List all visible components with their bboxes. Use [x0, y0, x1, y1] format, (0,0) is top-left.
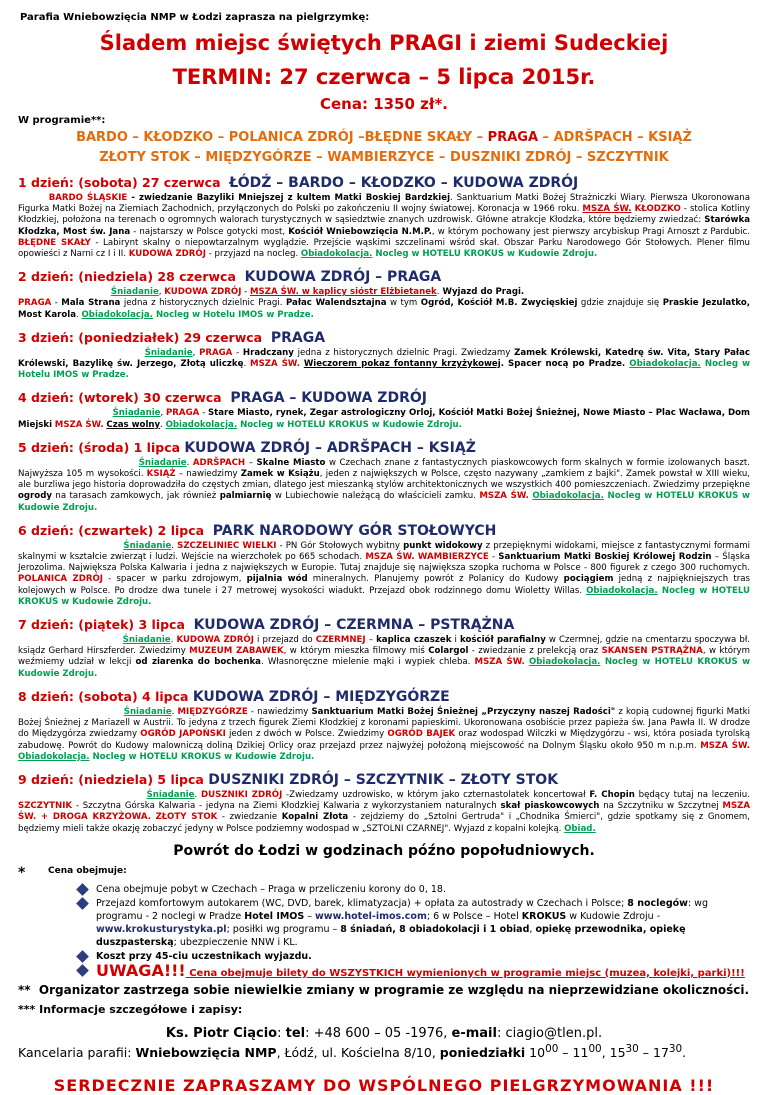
t: - przyjazd na nocleg. — [205, 249, 301, 260]
t: jeden z dwóch w Polsce. Zwiedzimy — [225, 729, 388, 740]
t: Kopalni Złota — [281, 812, 349, 823]
t: Nocleg w HOTELU KROKUS w Kudowie Zdroju. — [18, 585, 750, 607]
day-date: 5 dzień: (środa) 1 lipca — [18, 439, 181, 455]
t: ; ubezpieczenie NNW i KL. — [173, 936, 298, 948]
t: 8 śniadań, 8 obiadokolacji i 1 obiad — [340, 923, 530, 935]
t: - nawiedzimy — [247, 706, 312, 717]
day-heading — [18, 269, 750, 285]
t: Sanktuarium Matki Bożej Śnieżnej „Przyczyny naszej Radości" — [311, 706, 616, 717]
intro-text: Parafia Wniebowzięcia NMP w Łodzi zaprasza na pielgrzymkę: — [20, 12, 370, 23]
t: palmiarnię — [219, 491, 272, 502]
day-date: 2 dzień: (niedziela) 28 czerwca — [18, 269, 236, 285]
day-places: PARK NARODOWY GÓR STOŁOWYCH — [212, 522, 497, 539]
t: jedna z historycznych dzielnic Pragi. — [120, 298, 286, 309]
t: Śniadanie — [146, 789, 195, 800]
t: - najstarszy w Polsce gotycki most, — [130, 226, 289, 237]
t: na Szczytniku w Szczytnej — [599, 801, 723, 812]
t: Hradczany — [242, 347, 294, 358]
t: opiekę przewodnika, opiekę duszpasterską — [96, 923, 686, 948]
t: z kopią cudownej figurki Matki Bożej Śnieżnej z Mariazell w Austrii. To jedyna z trzech figurek Ziemi Kłodzkiej z koronami papieskimi. Ukoronowana osobiście przez papieża św. Jana Pawła II. W drodze do Międzygórza zwiedzamy — [18, 706, 751, 740]
t: MSZA ŚW. — [18, 801, 751, 823]
date-title: TERMIN: 27 czerwca – 5 lipca 2015r. — [172, 65, 596, 89]
list-item — [78, 960, 750, 980]
t: – — [365, 635, 377, 646]
day-heading — [18, 175, 750, 191]
day-heading — [18, 689, 750, 705]
t: WAMBIERZYCE — [417, 552, 489, 563]
t: Śniadanie — [110, 287, 159, 298]
t: oraz wodospad Wilczki w Międzygórzu - wsi, która posiada tyrolską zabudowę. Powrót do Kudowy malowniczą doliną Dzikiej Orlicy oraz przejazd przez najwyżej położoną miejscowość na Dolnym Śląsku około 950 m n.p.m. — [18, 729, 750, 751]
contact-line: Ks. Piotr Ciącio: tel: +48 600 – 05 -1976, e-mail: ciagio@tlen.pl. — [165, 1025, 603, 1041]
t: PRAGA — [166, 408, 200, 419]
day-places: KUDOWA ZDRÓJ – MIĘDZYGÓRZE — [192, 688, 450, 705]
farewell: SERDECZNIE ZAPRASZAMY DO WSPÓLNEGO PIELGRZYMOWANIA !!! — [53, 1075, 715, 1095]
t: Obiadokolacja. — [532, 491, 604, 502]
day-description: Śniadanie, KUDOWA ZDRÓJ - MSZA ŚW. w kaplicy sióstr Elżbietanek. Wyjazd do Pragi. PRAGA - Mala Strana jedna z historycznych dzielnic Pragi. Pałac Walendsztajna w tym Ogród, Kościół M.B. Zwycięskiej gdzie znajduje się Praskie Jezulatko, Most Karola. Obiadokolacja. Nocleg w Hotelu IMOS w Pradze. — [18, 287, 750, 320]
t: SKANSEN PSTRĄŻNA — [601, 646, 703, 657]
t: - zejdziemy do „Sztolni Gertruda" i „Chodnika Śmierci", gdzie spotkamy się z Gnomem, będziemy mieli także okazję zobaczyć jedyny w Polsce podziemny wodospad w „SZTOLNI CZARNEJ". Wyjazd z kopalni kolejką. — [18, 812, 750, 834]
t: CZERMNEJ — [315, 635, 366, 646]
t: Śniadanie — [112, 408, 161, 419]
t: , — [529, 923, 536, 935]
list-item — [78, 897, 750, 949]
phone: : +48 600 – 05 -1976, — [305, 1025, 452, 1041]
t: 10 — [525, 1044, 546, 1060]
t: MIĘDZYGÓRZE — [177, 706, 248, 717]
t: 8 noclegów — [627, 897, 688, 909]
t: Wyjazd do Pragi. — [439, 287, 525, 298]
t: Wieczorem pokaz fontanny krzyżykowej — [303, 359, 501, 370]
t: BŁĘDNE SKAŁY — [18, 237, 91, 248]
day-1 — [18, 175, 750, 260]
t: - Labirynt skalny o niepowtarzalnym wyglądzie. Przejście wąskimi szczelinami wśród skał. Obszar Parku Narodowego Gór Stołowych. Plener filmu opowieści z Narni cz I i II. — [18, 237, 750, 260]
day-3 — [18, 330, 750, 382]
t: Starówka Kłodzka, Most św. Jana — [18, 215, 750, 237]
route-praga: PRAGA — [487, 130, 539, 145]
day-description: Śniadanie, PRAGA - Stare Miasto, rynek, Zegar astrologiczny Orloj, Kościół Matki Bożej Śnieżnej, Nowe Miasto – Plac Wacława, Dom Miejski MSZA ŚW. Czas wolny. Obiadokolacja. Nocleg w HOTELU KROKUS w Kudowie Zdroju. — [18, 408, 750, 430]
route-line-2: ZŁOTY STOK – MIĘDZYGÓRZE – WAMBIERZYCE – DUSZNIKI ZDRÓJ – SZCZYTNIK — [99, 150, 669, 165]
t: Wniebowzięcia NMP — [135, 1044, 277, 1060]
t: OGRÓD BAJEK — [387, 729, 456, 740]
t: – — [245, 457, 257, 468]
day-places: KUDOWA ZDRÓJ – CZERMNA – PSTRĄŻNA — [193, 617, 515, 634]
t: skał piaskowcowych — [500, 801, 600, 812]
day-description: Śniadanie, PRAGA - Hradczany jedna z historycznych dzielnic Pragi. Zwiedzamy Zamek Królewski, Katedrę św. Vita, Stary Pałac Królewski, Bazylikę św. Jerzego, Złotą uliczkę. MSZA ŚW. Wieczorem pokaz fontanny krzyżykowej. Spacer nocą po Pradze. Obiadokolacja. Nocleg w Hotelu IMOS w Pradze. — [18, 347, 751, 381]
t: . — [682, 1044, 687, 1060]
t: – nawiedzimy — [175, 469, 241, 480]
t: - zwiedzanie — [217, 812, 282, 823]
t: Nocleg w HOTELU KROKUS w Kudowie Zdroju. — [237, 419, 462, 430]
t: MSZA ŚW. — [474, 657, 525, 668]
t: . Własnoręczne mielenie mąki i wypiek chleba. — [260, 657, 475, 668]
t: - spacer w parku zdrojowym, — [102, 574, 247, 585]
double-asterisk: ** — [18, 982, 31, 997]
t: MSZA ŚW. — [582, 204, 632, 215]
t: w tym — [386, 298, 421, 309]
t: Colargol — [428, 646, 469, 657]
list-item: Koszt przy 45-ciu uczestnikach wyjazdu. — [78, 950, 750, 963]
route-line-1 — [18, 129, 750, 146]
organizer-note — [18, 983, 750, 997]
t: poniedziałki — [439, 1044, 526, 1060]
warning-note: Cena obejmuje bilety do WSZYSTKICH wymienionych w programie miejsc (muzea, kolejki, parki)!!! — [185, 967, 745, 979]
t: MUZEUM ZABAWEK — [189, 646, 284, 657]
asterisk: * — [18, 864, 26, 881]
t: . Spacer nocą po Pradze. — [500, 359, 630, 370]
day-places: KUDOWA ZDRÓJ – ADRŠPACH – KSIĄŻ — [184, 439, 476, 456]
t: DUSZNIKI ZDRÓJ — [200, 789, 283, 800]
day-description: Śniadanie. KUDOWA ZDRÓJ i przejazd do CZERMNEJ – kaplica czaszek i kościół parafialny w Czermnej, gdzie na cmentarzu spoczywa bł. ksiądz Gerhard Hirszferder. Zwiedzimy MUZEUM ZABAWEK, w którym mieszka filmowy miś Colargol - zwiedzanie z prelekcją oraz SKANSEN PSTRĄŻNA, w którym weźmiemy udział w lekcji od ziarenka do bochenka. Własnoręczne mielenie mąki i wypiek chleba. MSZA ŚW. Obiadokolacja. Nocleg w HOTELU KROKUS w Kudowie Zdroju. — [18, 635, 751, 679]
t: - Szczytna Górska Kalwaria - jedyna na Ziemi Kłodzkiej Kalwaria z wykorzystaniem naturalnych — [72, 801, 501, 812]
day-date: 6 dzień: (czwartek) 2 lipca — [18, 522, 205, 538]
t: w Lubiechowie należącą do właścicieli zamku. — [271, 491, 480, 502]
t: Obiadokolacja. — [586, 585, 658, 596]
t: ; posiłki wg programu – — [226, 923, 341, 935]
t: e-mail — [451, 1025, 497, 1041]
t: Obiadokolacja. — [300, 249, 373, 260]
t: Obiadokolacja. — [528, 657, 601, 668]
t: F. Chopin — [589, 789, 635, 800]
t: Stare Miasto, rynek, Zegar astrologiczny Orloj, Kościół Matki Bożej Śnieżnej, Nowe Miasto – Plac Wacława, Dom Miejski — [18, 408, 750, 430]
t: Śniadanie — [123, 540, 172, 551]
t: Praskie Jezulatko, Most Karola — [18, 298, 750, 320]
t: z przepięknymi widokami, miejsce z fantastycznymi formami skalnymi w kształcie zwierząt i ludzi. Wejście na wierzchołek po 665 schodach. — [18, 540, 751, 563]
t: ZŁOTY STOK — [155, 812, 218, 823]
t: – — [304, 910, 316, 922]
t: Ogród, Kościół M.B. Zwycięskiej — [420, 298, 578, 309]
t: - zwiedzanie z prelekcją oraz — [468, 646, 602, 657]
t: Obiadokolacja. — [18, 751, 90, 762]
day-date: 1 dzień: (sobota) 27 czerwca — [18, 175, 221, 190]
t: punkt widokowy — [403, 540, 483, 551]
t: Pałac Walendsztajna — [285, 298, 387, 309]
t: KUDOWA ZDRÓJ — [164, 287, 242, 298]
t: jedna z historycznych dzielnic Pragi. Zwiedzamy — [293, 347, 515, 358]
price: Cena: 1350 zł*. — [319, 95, 448, 113]
t: KŁODZKO — [634, 204, 681, 215]
t: Czas wolny — [106, 419, 161, 430]
t: Śniadanie — [123, 706, 172, 717]
t: , w którym pochowany jest pierwszy arcybiskup Pragi Arnoszt z Pardubic. — [431, 226, 750, 237]
warning-label: UWAGA!!! — [96, 960, 186, 980]
day-5 — [18, 440, 750, 514]
t: , Łódź, ul. Kościelna 8/10, — [276, 1044, 440, 1060]
t: Przejazd komfortowym autokarem (WC, DVD, barek, klimatyzacja) + opłata za autostrady w Czechach i Polsce; — [96, 897, 628, 909]
t: pijalnia wód — [246, 574, 308, 585]
t: Organizator zastrzega sobie niewielkie zmiany w programie ze względu na nieprzewidziane okoliczności. — [38, 982, 750, 997]
t: : wg programu - 2 noclegi w Pradze — [96, 897, 708, 922]
t: ; 6 w Polsce – Hotel — [426, 910, 522, 922]
t: gdzie znajduje się — [577, 298, 663, 309]
t: Obiadokolacja. — [81, 309, 153, 320]
t: w Kudowie Zdroju - — [566, 910, 661, 922]
t: ADRŠPACH — [192, 457, 246, 468]
t: + DROGA KRZYŻOWA. — [40, 812, 151, 823]
main-title: Śladem miejsc świętych PRAGI i ziemi Sudeckiej — [99, 31, 669, 55]
t: Mala Strana — [61, 298, 121, 309]
office-line — [18, 1043, 750, 1060]
t: PRAGA — [199, 347, 233, 358]
t: jedną z najpiękniejszych tras kolejowych w Polsce. Po drodze dwa tunele i 27 metrowej wysokości wiadukt. Przejazd obok rodzinnego domu Wioletty Willas. — [18, 574, 751, 596]
t: Zamek Królewski, Katedrę św. Vita, Stary Pałac Królewski, Bazylikę św. Jerzego, Złotą uliczkę — [18, 347, 751, 370]
t: będący tutaj na leczeniu. — [634, 789, 750, 800]
t: od ziarenka do bochenka — [135, 657, 261, 668]
cost-list — [78, 883, 750, 980]
t: kościół parafialny — [460, 635, 546, 646]
t: w Czechach znane z fantastycznych piaskowcowych form skalnych w formie izolowanych baszt. Najwyższa 105 m wysokości. — [18, 457, 750, 480]
t: Nocleg w HOTELU KROKUS w Kudowie Zdroju. — [372, 249, 598, 260]
t: Informacje szczegółowe i zapisy: — [39, 1002, 243, 1016]
day-heading — [18, 772, 750, 788]
t: BARDO ŚLĄSKIE — [48, 193, 128, 203]
t: Nocleg w Hotelu IMOS w Pradze. — [153, 309, 314, 320]
t: OGRÓD JAPOŃSKI — [140, 729, 226, 740]
t: , w którym weźmiemy udział w lekcji — [18, 646, 750, 668]
hotel-imos-link[interactable]: www.hotel-imos.com — [315, 910, 427, 922]
day-description: Śniadanie. ADRŠPACH – Skalne Miasto w Czechach znane z fantastycznych piaskowcowych form skalnych w formie izolowanych baszt. Najwyższa 105 m wysokości. KSIĄŻ – nawiedzimy Zamek w Książu, jeden z największych w Polsce, często nazywany „zamkiem z bajki". Zamek powstał w XIII wieku, ale burzliwa jego historia doprowadziła do częstych zmian, dlatego jest mieszanką stylów architektonicznych we wszystkich 400 pomieszczeniach. Zwiedzimy przepiękne ogrody na tarasach zamkowych, jak również palmiarnię w Lubiechowie należącą do właścicieli zamku. MSZA ŚW. Obiadokolacja. Nocleg w HOTELU KROKUS w Kudowie Zdroju. — [18, 457, 750, 513]
t: 30 — [668, 1042, 683, 1055]
t: Hotel IMOS — [244, 910, 305, 922]
page — [18, 0, 750, 1095]
t: Nocleg w HOTELU KROKUS w Kudowie Zdroju. — [18, 491, 750, 513]
t: Obiadokolacja. — [165, 419, 238, 430]
t: w Czermnej, gdzie na cmentarzu spoczywa bł. ksiądz Gerhard Hirszferder. Zwiedzimy — [18, 635, 751, 657]
route-part: BARDO – KŁODZKO – POLANICA ZDRÓJ –BŁĘDNE SKAŁY – — [76, 130, 488, 145]
t: MSZA ŚW. — [365, 552, 415, 563]
t: MSZA ŚW. w kaplicy sióstr Elżbietanek — [250, 287, 437, 298]
day-places: KUDOWA ZDRÓJ – PRAGA — [244, 269, 442, 286]
t: - — [488, 552, 499, 563]
t: KUDOWA ZDRÓJ — [176, 635, 254, 646]
t: MSZA ŚW. — [479, 491, 529, 502]
t: Nocleg w Hotelu IMOS w Pradze. — [18, 359, 751, 381]
t: Śniadanie — [122, 635, 171, 646]
day-2 — [18, 269, 750, 321]
day-description — [18, 193, 750, 260]
program-label: W programie**: — [18, 115, 106, 126]
day-description: Śniadanie. SZCZELINIEC WIELKI - PN Gór Stołowych wybitny punkt widokowy z przepięknymi widokami, miejsce z fantastycznymi formami skalnymi w kształcie zwierząt i ludzi. Wejście na wierzchołek po 665 schodach. MSZA ŚW. WAMBIERZYCE - Sanktuarium Matki Boskiej Królowej Rodzin – Śląska Jerozolima. Największa Polska Kalwaria i jedna z największych w Europie. Tutaj znajduje się największa szopka ruchoma w Polsce - 800 figurek z czego 300 ruchomych. POLANICA ZDRÓJ - spacer w parku zdrojowym, pijalnia wód mineralnych. Planujemy powrót z Polanicy do Kudowy pociągiem jedną z najpiękniejszych tras kolejowych w Polsce. Po drodze dwa tunele i 27 metrowej wysokości wiadukt. Przejazd obok rodzinnego domu Wioletty Willas. Obiadokolacja. Nocleg w HOTELU KROKUS w Kudowie Zdroju. — [18, 540, 751, 607]
info-label — [18, 1003, 750, 1016]
day-places: ŁÓDŹ – BARDO – KŁODZKO – KUDOWA ZDRÓJ — [229, 175, 579, 191]
t: – 17 — [638, 1044, 669, 1060]
day-date: 4 dzień: (wtorek) 30 czerwca — [18, 390, 222, 406]
day-description: Śniadanie. DUSZNIKI ZDRÓJ -Zwiedzamy uzdrowisko, w którym jako czternastolatek koncertował F. Chopin będący tutaj na leczeniu. SZCZYTNIK - Szczytna Górska Kalwaria - jedyna na Ziemi Kłodzkiej Kalwaria z wykorzystaniem naturalnych skał piaskowcowych na Szczytniku w Szczytnej MSZA ŚW. + DROGA KRZYŻOWA. ZŁOTY STOK - zwiedzanie Kopalni Złota - zejdziemy do „Sztolni Gertruda" i „Chodnika Śmierci", gdzie spotkamy się z Gnomem, będziemy mieli także okazję zobaczyć jedyny w Polsce podziemny wodospad w „SZTOLNI CZARNEJ". Wyjazd z kopalni kolejką. Obiad. — [18, 789, 751, 834]
t: Skalne Miasto — [256, 457, 326, 468]
t: - — [51, 298, 62, 309]
day-heading — [18, 617, 750, 633]
day-date: 8 dzień: (sobota) 4 lipca — [18, 688, 189, 704]
t: 30 — [625, 1042, 639, 1055]
t: Nocleg w HOTELU KROKUS w Kudowie Zdroju. — [18, 657, 751, 679]
t: - PN Gór Stołowych wybitny — [276, 540, 404, 551]
day-6 — [18, 523, 750, 608]
t: - stolica Kotliny Kłodzkiej, położona na terenach o ogromnych walorach turystycznych w sąsiedztwie znanych uzdrowisk. Główne atrakcje Kłodzka, które będziemy zwiedzać: — [18, 204, 751, 226]
t: Obiadokolacja. — [629, 359, 701, 370]
day-places: DUSZNIKI ZDRÓJ – SZCZYTNIK – ZŁOTY STOK — [208, 771, 559, 788]
t: mineralnych. Planujemy powrót z Polanicy do Kudowy — [307, 574, 564, 585]
day-date: 7 dzień: (piątek) 3 lipca — [18, 617, 185, 633]
t: Śniadanie — [138, 457, 187, 468]
t: , jeden z największych w Polsce, często nazywany „zamkiem z bajki". Zamek powstał w XIII wieku, ale burzliwa jego historia doprowadziła do częstych zmian, dlatego jest mieszanką stylów architektonicznych we wszystkich 400 pomieszczeniach. Zwiedzimy przepiękne — [18, 469, 750, 491]
t: POLANICA ZDRÓJ — [18, 574, 103, 585]
t: Sanktuarium Matki Boskiej Królowej Rodzin — [498, 552, 712, 563]
day-heading — [18, 440, 750, 456]
route-part: – ADRŠPACH – KSIĄŻ — [538, 130, 692, 145]
day-places: PRAGA — [270, 329, 326, 346]
t: KUDOWA ZDRÓJ — [128, 249, 206, 260]
t: PRAGA — [18, 298, 52, 309]
t: – 11 — [558, 1044, 589, 1060]
t: MSZA ŚW. — [250, 359, 300, 370]
day-heading — [18, 330, 750, 346]
t: MSZA ŚW. — [700, 740, 750, 751]
t: KSIĄŻ — [146, 469, 176, 480]
day-heading — [18, 390, 750, 406]
t: , w którym mieszka filmowy miś — [283, 646, 429, 657]
t: i — [451, 635, 460, 646]
t: SZCZELINIEC WIELKI — [177, 540, 277, 551]
t: i przejazd do — [253, 635, 316, 646]
t: . Sanktuarium Matki Bożej Strażniczki Wiary. Pierwsza Ukoronowana Figurka Matki Bożej na Ziemiach Zachodnich, przyłączonych do Polski po zakończeniu II wojny światowej. Koronacja w 1966 roku. — [18, 193, 751, 215]
t: – Śląska Jerozolima. Największa Polska Kalwaria i jedna z największych w Europie. Tutaj znajduje się największa szopka ruchoma w Polsce - 800 figurek z czego 300 ruchomych. — [18, 552, 750, 574]
krokus-link[interactable]: www.krokusturystyka.pl — [96, 923, 227, 935]
t: 00 — [588, 1042, 602, 1055]
day-9 — [18, 772, 750, 835]
day-description: Śniadanie. MIĘDZYGÓRZE - nawiedzimy Sanktuarium Matki Bożej Śnieżnej „Przyczyny naszej Radości" z kopią cudownej figurki Matki Bożej Śnieżnej z Mariazell w Austrii. To jedyna z trzech figurek Ziemi Kłodzkiej z koronami papieskimi. Ukoronowana osobiście przez papieża św. Jana Pawła II. W drodze do Międzygórza zwiedzamy OGRÓD JAPOŃSKI jeden z dwóch w Polsce. Zwiedzimy OGRÓD BAJEK oraz wodospad Wilczki w Międzygórzu - wsi, która posiada tyrolską zabudowę. Powrót do Kudowy malowniczą doliną Dzikiej Orlicy oraz przejazd przez najwyżej położoną miejscowość na Dolnym Śląsku około 950 m n.p.m. MSZA ŚW. Obiadokolacja. Nocleg w HOTELU KROKUS w Kudowie Zdroju. — [18, 706, 751, 762]
t: KROKUS — [521, 910, 567, 922]
t: , 15 — [601, 1044, 626, 1060]
day-date: 3 dzień: (poniedziałek) 29 czerwca — [18, 329, 263, 345]
t: Kancelaria parafii: — [18, 1044, 136, 1060]
list-item: Cena obejmuje pobyt w Czechach – Praga w przeliczeniu korony do 0, 18. — [78, 883, 750, 896]
t: SZCZYTNIK — [18, 801, 73, 812]
triple-asterisk: *** — [18, 1002, 36, 1016]
email[interactable]: : ciagio@tlen.pl. — [496, 1025, 603, 1041]
cost-label: Cena obejmuje: — [48, 865, 127, 876]
t: Obiad. — [564, 823, 596, 834]
day-heading — [18, 523, 750, 539]
day-4 — [18, 390, 750, 430]
day-date: 9 dzień: (niedziela) 5 lipca — [18, 771, 204, 787]
t: ogrody — [18, 491, 52, 502]
day-places: PRAGA – KUDOWA ZDRÓJ — [230, 390, 427, 407]
t: na tarasach zamkowych, jak również — [51, 491, 220, 502]
t: pociągiem — [563, 574, 614, 585]
t: - zwiedzanie Bazyliki Mniejszej z kultem Matki Boskiej Bardzkiej — [127, 193, 451, 203]
day-8 — [18, 689, 750, 763]
t: -Zwiedzamy uzdrowisko, w którym jako czternastolatek koncertował — [282, 789, 590, 800]
t: Nocleg w HOTELU KROKUS w Kudowie Zdroju. — [89, 751, 315, 762]
t: MSZA ŚW. — [54, 419, 104, 430]
day-7 — [18, 617, 750, 680]
return-info: Powrót do Łodzi w godzinach późno popołudniowych. — [173, 842, 595, 859]
t: tel — [285, 1025, 306, 1041]
t: Zamek w Książu — [240, 469, 320, 480]
t: kaplica czaszek — [376, 635, 452, 646]
cost-section — [18, 865, 750, 980]
contact-name: Ks. Piotr Ciącio — [165, 1025, 278, 1041]
t: 00 — [545, 1042, 559, 1055]
t: Kościół Wniebowzięcia N.M.P. — [288, 226, 432, 237]
t: Śniadanie — [144, 347, 193, 358]
